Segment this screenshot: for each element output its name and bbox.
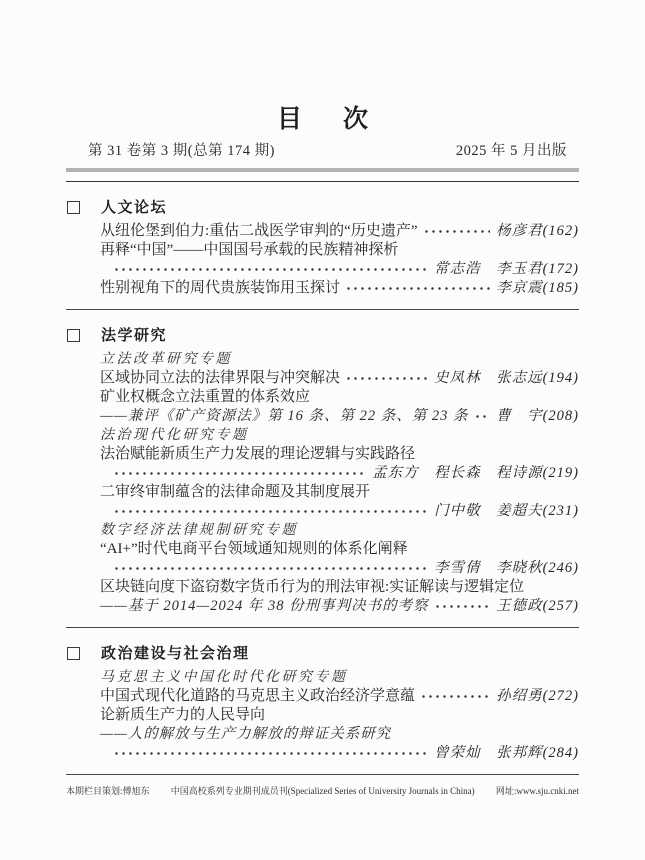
header-rule-thick [66, 168, 579, 172]
article-title-row [100, 483, 579, 502]
authors-row [100, 744, 579, 763]
article-title-row [100, 241, 579, 260]
article-title-row [100, 578, 579, 597]
article-title-row [100, 706, 579, 725]
section-rows [100, 668, 579, 763]
article-subtitle: ——人的解放与生产力解放的辩证关系研究 [100, 726, 392, 742]
dot-leader [474, 409, 491, 424]
dot-leader [113, 466, 366, 481]
article-authors-page: 孟东方 程长森 程诗源(219) [372, 465, 579, 481]
article-authors-page: 李京震(185) [496, 280, 579, 296]
dot-leader [113, 262, 428, 277]
article-authors-page: 史凤林 张志远(194) [434, 370, 579, 386]
article-title: 区块链向度下盗窃数字货币行为的刑法审视:实证解读与逻辑定位 [100, 579, 525, 595]
section-title: 政治建设与社会治理 [101, 645, 250, 662]
subtopic-row [100, 426, 579, 445]
subtopic-row [100, 668, 579, 687]
section-marker-icon [67, 329, 80, 342]
issue-info: 第 31 卷第 3 期(总第 174 期) [88, 143, 275, 159]
subtopic-label: 数字经济法律规制研究专题 [100, 523, 298, 538]
toc-footer [66, 763, 579, 797]
dot-leader [113, 561, 428, 576]
footer-series: 中国高校系列专业期刊成员刊(Specialized Series of University Journals in China) [170, 786, 475, 796]
article-title: 论新质生产力的人民导向 [100, 707, 266, 723]
article-subtitle-row [100, 725, 579, 744]
subtopic-label: 马克思主义中国化时代化研究专题 [100, 670, 348, 685]
section-divider [66, 627, 579, 628]
article-authors-page: 杨彦君(162) [496, 223, 579, 239]
section-title: 法学研究 [101, 327, 168, 344]
authors-row [100, 502, 579, 521]
section-header [66, 324, 579, 345]
article-authors-page: 李雪倩 李晓秋(246) [434, 560, 579, 576]
dot-leader [423, 224, 491, 239]
article-authors-page: 曾荣灿 张邦辉(284) [434, 745, 579, 761]
article-title: 法治赋能新质生产力发展的理论逻辑与实践路径 [100, 446, 416, 462]
dot-leader [434, 599, 490, 614]
section-marker-icon [67, 201, 80, 214]
article-title-row [100, 279, 579, 298]
article-title-row [100, 445, 579, 464]
authors-row [100, 559, 579, 578]
article-title-row [100, 687, 579, 706]
authors-row [100, 260, 579, 279]
article-title-row [100, 540, 579, 559]
footer-planner: 本期栏目策划:傅旭东 [66, 786, 150, 796]
footer-website: 网址:www.sju.cnki.net [495, 786, 579, 796]
dot-leader [345, 371, 428, 386]
dot-leader [113, 504, 428, 519]
subtopic-label: 立法改革研究专题 [100, 352, 232, 367]
article-title-row [100, 388, 579, 407]
footer-rule [66, 774, 579, 775]
subtopic-row [100, 521, 579, 540]
authors-row [100, 464, 579, 483]
article-title-row [100, 369, 579, 388]
article-title: 区域协同立法的法律界限与冲突解决 [100, 370, 341, 386]
section-title: 人文论坛 [101, 199, 168, 216]
section-rows [100, 222, 579, 298]
dot-leader [420, 689, 490, 704]
article-title: “AI+”时代电商平台领域通知规则的体系化阐释 [100, 541, 408, 557]
article-title: 从纽伦堡到伯力:重估二战医学审判的“历史遗产” [100, 223, 418, 239]
article-authors-page: 常志浩 李玉君(172) [434, 261, 579, 277]
footer-row [66, 784, 579, 797]
article-authors-page: 曹 宇(208) [496, 408, 579, 424]
toc-content [66, 182, 579, 763]
article-title: 再释“中国”——中国国号承载的民族精神探析 [100, 242, 399, 258]
section-header [66, 196, 579, 217]
article-subtitle-row [100, 597, 579, 616]
toc-header [66, 104, 579, 182]
publish-info: 2025 年 5 月出版 [455, 143, 567, 159]
article-title: 矿业权概念立法重置的体系效应 [100, 389, 311, 405]
section-marker-icon [67, 647, 80, 660]
article-authors-page: 门中敬 姜超夫(231) [434, 503, 579, 519]
article-subtitle: ——基于 2014—2024 年 38 份刑事判决书的考察 [100, 598, 429, 614]
section-divider [66, 309, 579, 310]
article-subtitle: ——兼评《矿产资源法》第 16 条、第 22 条、第 23 条 [100, 408, 469, 424]
dot-leader [345, 281, 490, 296]
issue-row [66, 139, 579, 160]
article-title: 中国式现代化道路的马克思主义政治经济学意蕴 [100, 688, 416, 704]
article-title-row [100, 222, 579, 241]
page-title: 目 次 [276, 105, 376, 133]
section-rows [100, 350, 579, 616]
article-authors-page: 王德政(257) [496, 598, 579, 614]
article-authors-page: 孙绍勇(272) [496, 688, 579, 704]
section-header [66, 642, 579, 663]
subtopic-label: 法治现代化研究专题 [100, 428, 249, 443]
dot-leader [113, 746, 428, 761]
article-subtitle-row [100, 407, 579, 426]
article-title: 二审终审制蕴含的法律命题及其制度展开 [100, 484, 371, 500]
article-title: 性别视角下的周代贵族装饰用玉探讨 [100, 280, 341, 296]
subtopic-row [100, 350, 579, 369]
